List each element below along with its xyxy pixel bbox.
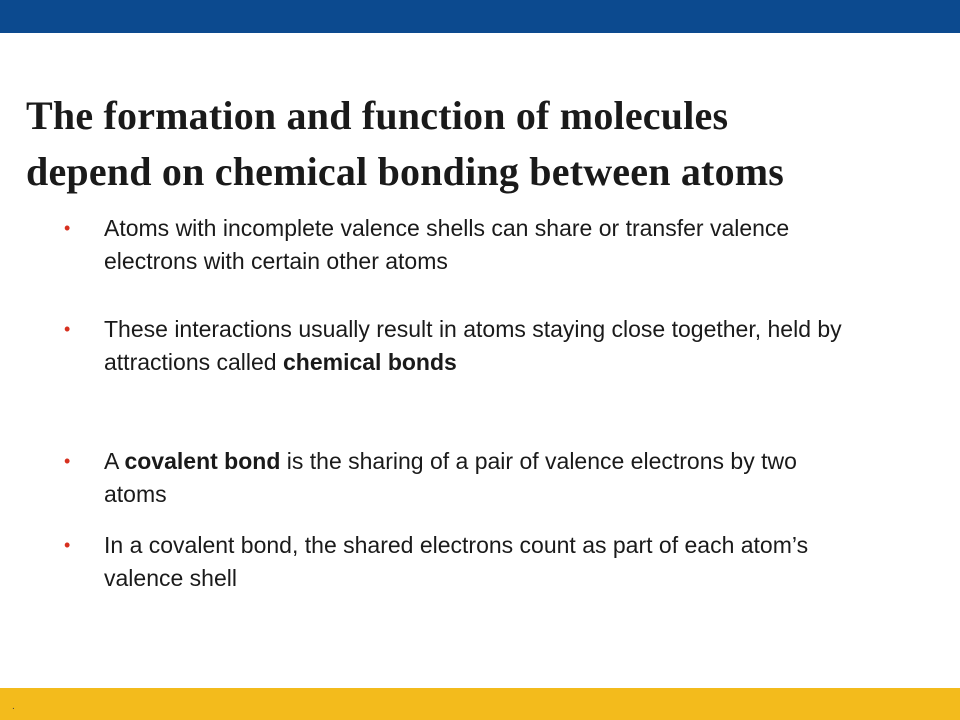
bullet-text: In a covalent bond, the shared electrons count as part of each atom’s valence shell (104, 532, 809, 591)
bullet-emphasis-covalent-bond: covalent bond (124, 448, 281, 474)
bullet-text: A (104, 448, 125, 474)
bullet-text: Atoms with incomplete valence shells can share or transfer valence electrons with certain other atoms (104, 215, 790, 274)
bullet-item-3 (64, 445, 844, 511)
bullet-text: These interactions usually result in atoms staying close together, held by attractions called (104, 316, 842, 375)
bullet-icon: • (64, 319, 71, 339)
bullet-text-after: is the sharing of a pair of valence electrons by two atoms (104, 448, 797, 507)
footer-mark: . (12, 701, 15, 712)
top-banner (0, 0, 960, 33)
bullet-item-2 (64, 313, 844, 379)
title-line-1: The formation and function of molecules (26, 93, 729, 138)
bullet-item-4 (64, 529, 844, 595)
bullet-emphasis-chemical-bonds: chemical bonds (282, 349, 457, 375)
title-line-2: depend on chemical bonding between atoms (26, 149, 785, 194)
bullet-icon: • (64, 451, 71, 471)
slide-title (26, 88, 946, 200)
bullet-icon: • (64, 535, 71, 555)
bullet-icon: • (64, 218, 71, 238)
bottom-banner (0, 688, 960, 720)
bullet-item-1 (64, 212, 844, 278)
